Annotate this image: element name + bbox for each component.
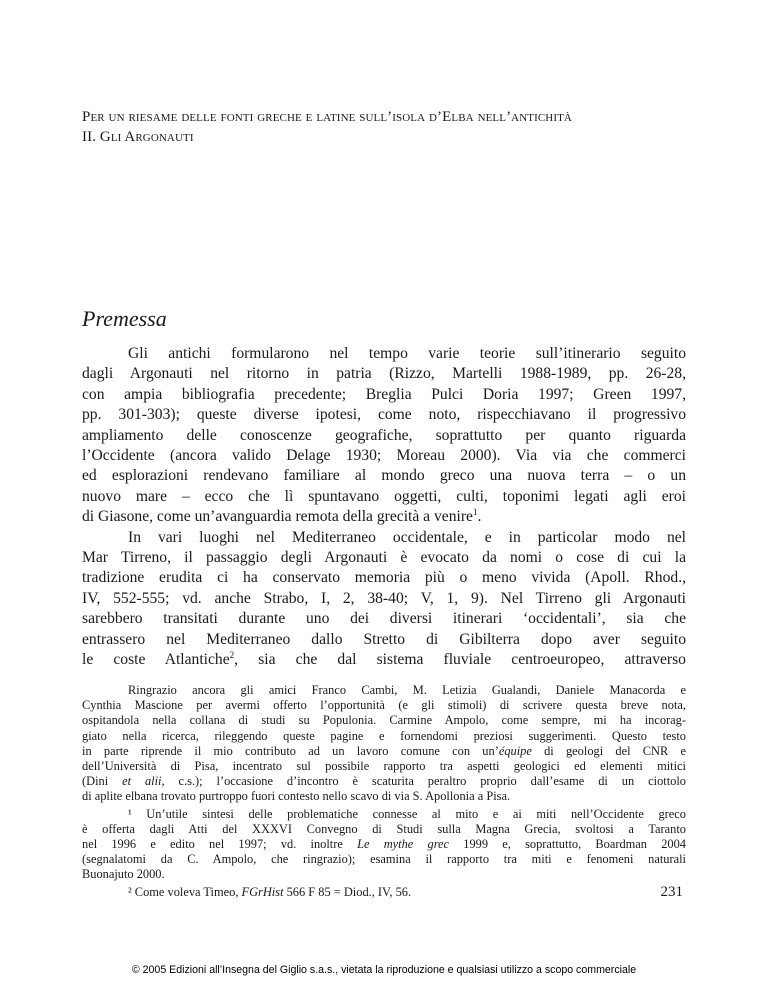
footnotes [82,683,686,900]
body-line [82,650,686,670]
footnote-1-line: ¹ Un’utile sintesi delle problematiche connesse al mito e ai miti nell’Occidente greco [128,806,686,821]
body-line: nuovo mare – ecco che lì spuntavano oggetti, culti, toponimi legati agli eroi [82,487,686,505]
ack-line: dell’Università di Pisa, incentrato sul possibile rapporto tra aspetti geologici ed elementi mitici [82,759,686,774]
body-line: tradizione erudita ci ha conservato memoria più o meno vivida (Apoll. Rhod., [82,569,686,587]
body-line-text: di Giasone, come un’avanguardia remota della grecità a venire [82,508,473,526]
header-subtitle-line: II. Gli Argonauti [82,129,194,145]
body-line: ampliamento delle conoscenze geografiche, soprattutto per quanto riguarda [82,426,686,444]
ack-text: in parte riprende il mio contributo ad un lavoro comune con un’ [82,743,499,758]
footnote-1-line: Buonajuto 2000. [82,867,165,882]
ack-line: Cynthia Mascione per avermi offerto l’opportunità (e gli stimoli) di scrivere questa breve nota, [82,698,686,713]
body-line: con ampia bibliografia precedente; Breglia Pulci Doria 1997; Green 1997, [82,385,686,403]
footnote-ref-1[interactable]: 1 [472,507,478,518]
footnote-2-line [82,885,686,900]
ack-line: giato nella ricerca, rileggendo queste pagine e fornendomi preziosi suggerimenti. Questo testo [82,728,686,743]
footnote-1-line: (segnalatomi da C. Ampolo, che ringrazio); esamina il rapporto tra miti e fenomeni naturali [82,852,686,867]
footnote-italic: FGrHist [241,884,284,899]
body-line: sarebbero transitati durante uno dei diversi itinerari ‘occidentali’, sia che [82,610,686,628]
body-line: ed esplorazioni rendevano familiare al mondo greco una nuova terra – o un [82,467,686,485]
ack-line [82,774,686,789]
footnote-italic: Le mythe grec [357,837,450,852]
ack-line: di aplite elbana trovato purtroppo fuori contesto nello scavo di via S. Apollonia a Pisa. [82,789,511,804]
ack-italic: et alii [122,774,162,789]
running-header [82,108,572,146]
body-line: Gli antichi formularono nel tempo varie teorie sull’itinerario seguito [128,345,686,362]
ack-line: Ringrazio ancora gli amici Franco Cambi, M. Letizia Gualandi, Daniele Manacorda e [128,683,686,697]
body-line: l’Occidente (ancora valido Delage 1930; Moreau 2000). Via via che commerci [82,447,686,465]
footnote-text: nel 1996 e edito nel 1997; vd. inoltre [82,837,358,852]
footnote-1-line [82,837,686,852]
body-text [82,344,686,671]
body-line: entrassero nel Mediterraneo dallo Stretto di Gibilterra dopo aver seguito [82,630,686,648]
body-line: In vari luoghi nel Mediterraneo occidentale, e in particolar modo nel [128,528,686,546]
ack-italic: équipe [498,743,532,758]
body-line [82,507,686,527]
footnote-text: 566 F 85 = Diod., IV, 56. [283,884,412,899]
body-line-end: , sia che dal sistema fluviale centroeuropeo, attraverso [234,651,686,669]
footnote-text: ² Come voleva Timeo, [128,884,242,899]
body-line-end: . [477,508,482,526]
ack-line: ospitandola nella collana di studi su Populonia. Carmine Ampolo, come sempre, mi ha incorag- [82,713,686,728]
body-line-text: le coste Atlantiche [82,651,230,669]
footnote-1-line: è offerta dagli Atti del XXXVI Convegno di Studi sulla Magna Grecia, svoltosi a Taranto [82,821,686,836]
ack-text: di geologi del CNR e [531,743,686,758]
ack-text: , c.s.); l’occasione d’incontro è scaturita peraltro proprio dall’esame di un ciottolo [161,774,686,789]
copyright-notice: © 2005 Edizioni all’Insegna del Giglio s.a.s., vietata la riproduzione e qualsiasi utilizzo a scopo commerciale [131,964,637,976]
header-title-line: Per un riesame delle fonti greche e latine sull’isola d’Elba nell’antichità [82,109,572,125]
footnote-text: 1999 e, soprattutto, Boardman 2004 [449,837,686,852]
page-number: 231 [660,884,683,900]
body-line: dagli Argonauti nel ritorno in patria (Rizzo, Martelli 1988-1989, pp. 26-28, [82,365,686,383]
body-line: IV, 552-555; vd. anche Strabo, I, 2, 38-40; V, 1, 9). Nel Tirreno gli Argonauti [82,589,686,607]
section-title: Premessa [82,306,167,331]
body-line: Mar Tirreno, il passaggio degli Argonauti è evocato da nomi o cose di cui la [82,549,686,567]
ack-line [82,744,686,759]
footnote-ref-2[interactable]: 2 [229,649,235,660]
ack-text: (Dini [82,774,123,789]
body-line: pp. 301-303); queste diverse ipotesi, come noto, rispecchiavano il progressivo [82,406,686,424]
